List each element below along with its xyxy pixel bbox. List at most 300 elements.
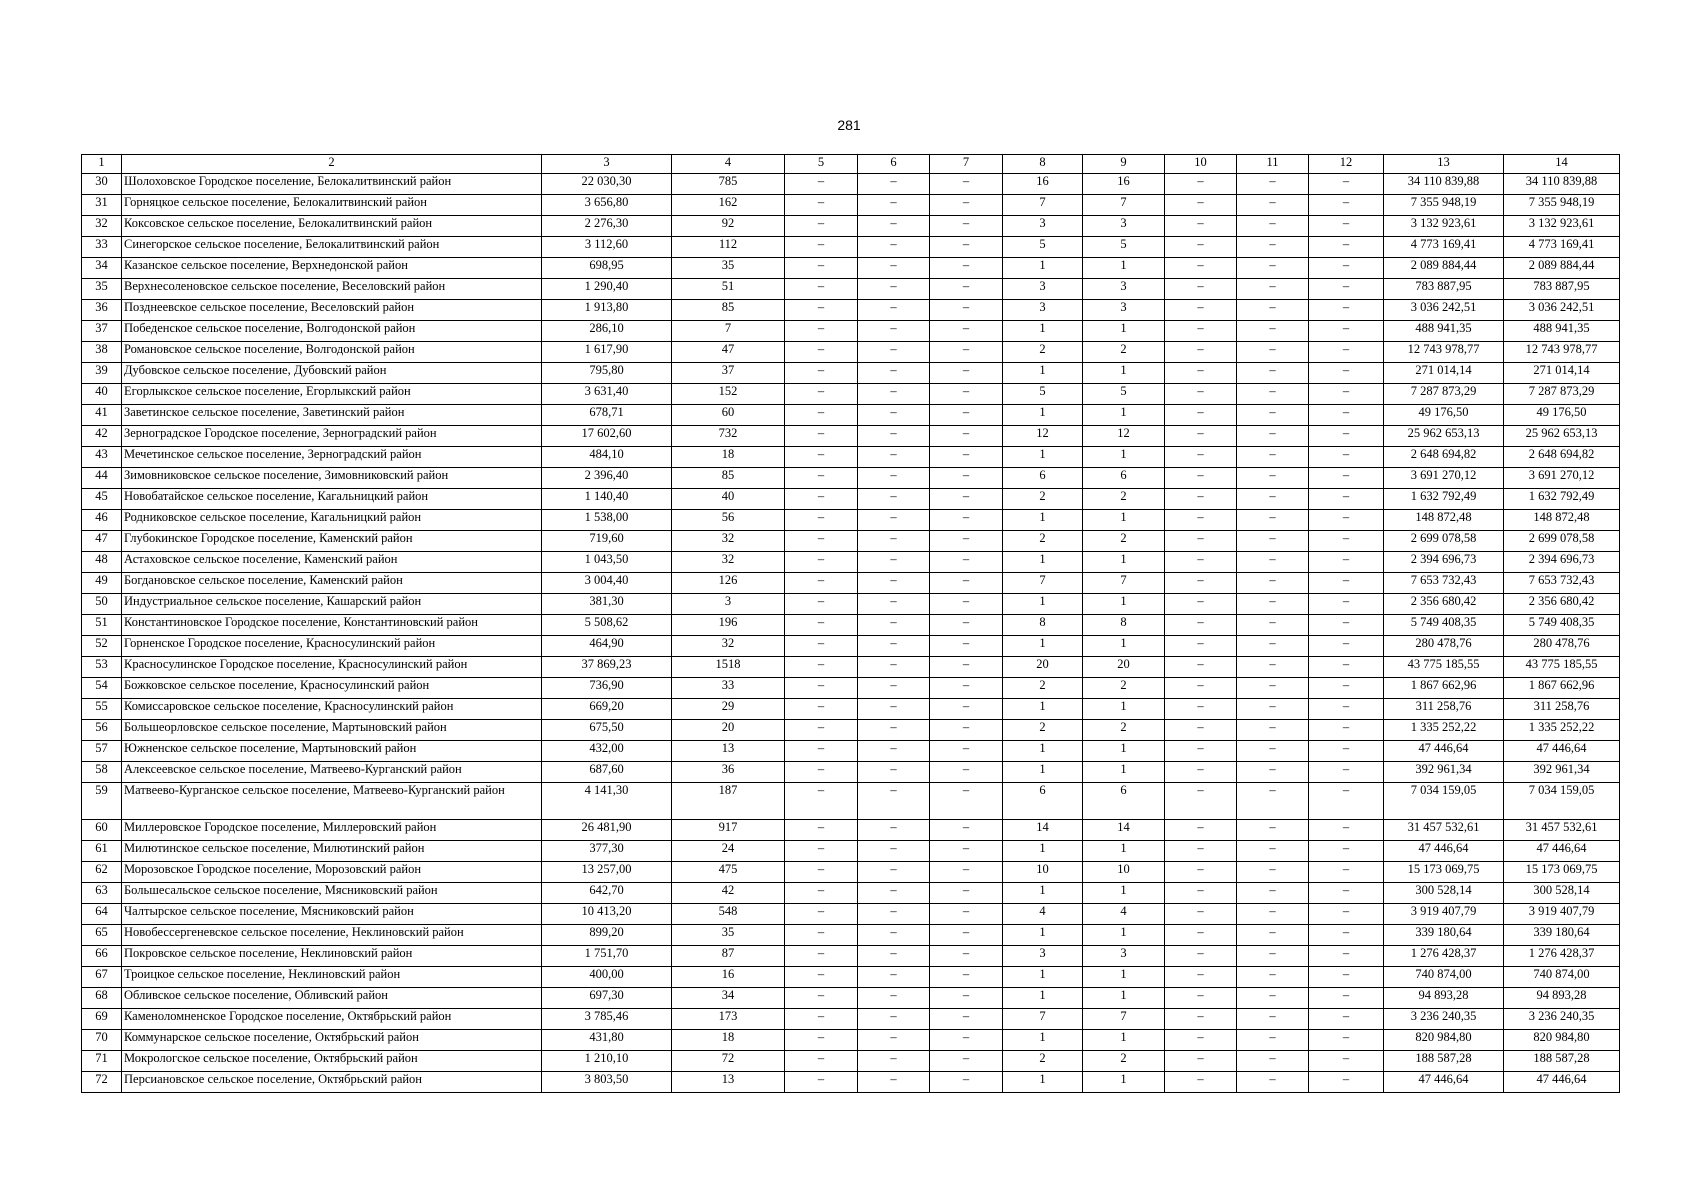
settlement-name: Чалтырское сельское поселение, Мясниковский район — [122, 904, 542, 925]
col-8-value: 5 — [1003, 237, 1083, 258]
table-body — [82, 174, 1620, 1093]
row-number: 37 — [82, 321, 122, 342]
col-6-value: – — [858, 720, 930, 741]
col-13-value: 2 699 078,58 — [1384, 531, 1504, 552]
table-row — [82, 468, 1620, 489]
col-12-value: – — [1309, 615, 1384, 636]
col-6-value: – — [858, 279, 930, 300]
col-8-value: 7 — [1003, 1009, 1083, 1030]
col-10-value: – — [1165, 883, 1237, 904]
col-10-value: – — [1165, 720, 1237, 741]
col-5-value: – — [785, 925, 858, 946]
column-number-header: 8 — [1003, 155, 1083, 174]
table-row — [82, 531, 1620, 552]
table-row — [82, 946, 1620, 967]
col-3-value: 464,90 — [542, 636, 672, 657]
col-10-value: – — [1165, 762, 1237, 783]
col-4-value: 42 — [672, 883, 785, 904]
col-5-value: – — [785, 342, 858, 363]
col-6-value: – — [858, 820, 930, 841]
col-10-value: – — [1165, 678, 1237, 699]
col-11-value: – — [1237, 925, 1309, 946]
col-8-value: 1 — [1003, 594, 1083, 615]
row-number: 64 — [82, 904, 122, 925]
col-12-value: – — [1309, 552, 1384, 573]
col-4-value: 85 — [672, 468, 785, 489]
col-5-value: – — [785, 573, 858, 594]
col-5-value: – — [785, 967, 858, 988]
col-14-value: 7 287 873,29 — [1504, 384, 1620, 405]
col-8-value: 3 — [1003, 946, 1083, 967]
col-7-value: – — [930, 862, 1003, 883]
col-14-value: 4 773 169,41 — [1504, 237, 1620, 258]
col-10-value: – — [1165, 636, 1237, 657]
col-12-value: – — [1309, 636, 1384, 657]
col-14-value: 1 632 792,49 — [1504, 489, 1620, 510]
col-10-value: – — [1165, 216, 1237, 237]
col-14-value: 1 335 252,22 — [1504, 720, 1620, 741]
col-3-value: 899,20 — [542, 925, 672, 946]
col-4-value: 20 — [672, 720, 785, 741]
col-4-value: 72 — [672, 1051, 785, 1072]
col-9-value: 1 — [1083, 405, 1165, 426]
col-12-value: – — [1309, 300, 1384, 321]
col-11-value: – — [1237, 741, 1309, 762]
col-7-value: – — [930, 636, 1003, 657]
col-8-value: 7 — [1003, 573, 1083, 594]
col-11-value: – — [1237, 321, 1309, 342]
col-5-value: – — [785, 489, 858, 510]
table-row — [82, 883, 1620, 904]
col-11-value: – — [1237, 967, 1309, 988]
col-7-value: – — [930, 426, 1003, 447]
column-number-row — [82, 155, 1620, 174]
col-9-value: 1 — [1083, 510, 1165, 531]
col-3-value: 484,10 — [542, 447, 672, 468]
col-14-value: 783 887,95 — [1504, 279, 1620, 300]
column-number-header: 5 — [785, 155, 858, 174]
col-11-value: – — [1237, 300, 1309, 321]
col-12-value: – — [1309, 321, 1384, 342]
col-9-value: 1 — [1083, 363, 1165, 384]
col-6-value: – — [858, 426, 930, 447]
col-9-value: 3 — [1083, 216, 1165, 237]
col-8-value: 8 — [1003, 615, 1083, 636]
settlement-name: Матвеево-Курганское сельское поселение, Матвеево-Курганский район — [122, 783, 542, 820]
col-9-value: 1 — [1083, 594, 1165, 615]
col-9-value: 1 — [1083, 762, 1165, 783]
col-5-value: – — [785, 195, 858, 216]
col-9-value: 20 — [1083, 657, 1165, 678]
col-11-value: – — [1237, 883, 1309, 904]
col-7-value: – — [930, 279, 1003, 300]
settlement-name: Романовское сельское поселение, Волгодонской район — [122, 342, 542, 363]
col-3-value: 5 508,62 — [542, 615, 672, 636]
col-3-value: 698,95 — [542, 258, 672, 279]
col-9-value: 7 — [1083, 573, 1165, 594]
col-6-value: – — [858, 925, 930, 946]
col-14-value: 25 962 653,13 — [1504, 426, 1620, 447]
col-4-value: 18 — [672, 447, 785, 468]
table-row — [82, 925, 1620, 946]
col-14-value: 2 089 884,44 — [1504, 258, 1620, 279]
col-10-value: – — [1165, 862, 1237, 883]
table-row — [82, 174, 1620, 195]
table-row — [82, 988, 1620, 1009]
col-6-value: – — [858, 552, 930, 573]
col-13-value: 2 356 680,42 — [1384, 594, 1504, 615]
col-12-value: – — [1309, 468, 1384, 489]
col-13-value: 3 691 270,12 — [1384, 468, 1504, 489]
table-row — [82, 904, 1620, 925]
col-6-value: – — [858, 594, 930, 615]
col-12-value: – — [1309, 741, 1384, 762]
col-4-value: 34 — [672, 988, 785, 1009]
col-5-value: – — [785, 237, 858, 258]
col-6-value: – — [858, 783, 930, 820]
col-6-value: – — [858, 510, 930, 531]
row-number: 31 — [82, 195, 122, 216]
column-number-header: 13 — [1384, 155, 1504, 174]
col-11-value: – — [1237, 510, 1309, 531]
table-row — [82, 405, 1620, 426]
col-3-value: 381,30 — [542, 594, 672, 615]
col-13-value: 47 446,64 — [1384, 1072, 1504, 1093]
col-14-value: 339 180,64 — [1504, 925, 1620, 946]
col-7-value: – — [930, 988, 1003, 1009]
col-11-value: – — [1237, 720, 1309, 741]
settlement-name: Большеорловское сельское поселение, Мартыновский район — [122, 720, 542, 741]
col-10-value: – — [1165, 552, 1237, 573]
col-12-value: – — [1309, 384, 1384, 405]
col-6-value: – — [858, 531, 930, 552]
col-14-value: 1 867 662,96 — [1504, 678, 1620, 699]
col-9-value: 1 — [1083, 741, 1165, 762]
col-6-value: – — [858, 468, 930, 489]
row-number: 45 — [82, 489, 122, 510]
settlement-name: Божковское сельское поселение, Красносулинский район — [122, 678, 542, 699]
col-4-value: 732 — [672, 426, 785, 447]
col-12-value: – — [1309, 174, 1384, 195]
col-9-value: 1 — [1083, 1030, 1165, 1051]
col-7-value: – — [930, 678, 1003, 699]
col-14-value: 2 699 078,58 — [1504, 531, 1620, 552]
col-13-value: 2 394 696,73 — [1384, 552, 1504, 573]
col-12-value: – — [1309, 426, 1384, 447]
col-12-value: – — [1309, 762, 1384, 783]
table-row — [82, 862, 1620, 883]
table-row — [82, 300, 1620, 321]
col-3-value: 642,70 — [542, 883, 672, 904]
col-8-value: 1 — [1003, 988, 1083, 1009]
col-8-value: 2 — [1003, 1051, 1083, 1072]
col-13-value: 15 173 069,75 — [1384, 862, 1504, 883]
table-row — [82, 510, 1620, 531]
col-6-value: – — [858, 967, 930, 988]
col-9-value: 7 — [1083, 195, 1165, 216]
col-10-value: – — [1165, 426, 1237, 447]
col-8-value: 16 — [1003, 174, 1083, 195]
settlement-name: Новобессергеневское сельское поселение, Неклиновский район — [122, 925, 542, 946]
col-12-value: – — [1309, 510, 1384, 531]
table-row — [82, 195, 1620, 216]
col-14-value: 5 749 408,35 — [1504, 615, 1620, 636]
col-10-value: – — [1165, 489, 1237, 510]
col-8-value: 1 — [1003, 258, 1083, 279]
col-7-value: – — [930, 1009, 1003, 1030]
col-12-value: – — [1309, 967, 1384, 988]
col-10-value: – — [1165, 925, 1237, 946]
col-7-value: – — [930, 468, 1003, 489]
col-13-value: 392 961,34 — [1384, 762, 1504, 783]
col-11-value: – — [1237, 1072, 1309, 1093]
row-number: 72 — [82, 1072, 122, 1093]
col-13-value: 271 014,14 — [1384, 363, 1504, 384]
table-row — [82, 1009, 1620, 1030]
col-6-value: – — [858, 636, 930, 657]
col-10-value: – — [1165, 237, 1237, 258]
col-8-value: 3 — [1003, 216, 1083, 237]
col-11-value: – — [1237, 258, 1309, 279]
col-8-value: 1 — [1003, 636, 1083, 657]
col-6-value: – — [858, 1009, 930, 1030]
col-9-value: 12 — [1083, 426, 1165, 447]
col-6-value: – — [858, 988, 930, 1009]
col-9-value: 5 — [1083, 237, 1165, 258]
col-11-value: – — [1237, 862, 1309, 883]
column-number-header: 4 — [672, 155, 785, 174]
col-3-value: 1 140,40 — [542, 489, 672, 510]
row-number: 47 — [82, 531, 122, 552]
col-14-value: 7 034 159,05 — [1504, 783, 1620, 820]
col-6-value: – — [858, 258, 930, 279]
col-7-value: – — [930, 841, 1003, 862]
col-5-value: – — [785, 988, 858, 1009]
table-row — [82, 447, 1620, 468]
settlement-name: Горняцкое сельское поселение, Белокалитвинский район — [122, 195, 542, 216]
col-3-value: 431,80 — [542, 1030, 672, 1051]
col-10-value: – — [1165, 1009, 1237, 1030]
col-12-value: – — [1309, 1051, 1384, 1072]
col-11-value: – — [1237, 841, 1309, 862]
col-14-value: 2 648 694,82 — [1504, 447, 1620, 468]
col-11-value: – — [1237, 1030, 1309, 1051]
col-14-value: 47 446,64 — [1504, 1072, 1620, 1093]
col-7-value: – — [930, 384, 1003, 405]
row-number: 60 — [82, 820, 122, 841]
col-7-value: – — [930, 1051, 1003, 1072]
col-7-value: – — [930, 531, 1003, 552]
row-number: 69 — [82, 1009, 122, 1030]
col-10-value: – — [1165, 258, 1237, 279]
col-13-value: 339 180,64 — [1384, 925, 1504, 946]
col-12-value: – — [1309, 820, 1384, 841]
col-9-value: 4 — [1083, 904, 1165, 925]
col-9-value: 6 — [1083, 468, 1165, 489]
settlement-name: Покровское сельское поселение, Неклиновский район — [122, 946, 542, 967]
col-7-value: – — [930, 510, 1003, 531]
col-14-value: 300 528,14 — [1504, 883, 1620, 904]
row-number: 30 — [82, 174, 122, 195]
col-4-value: 3 — [672, 594, 785, 615]
col-11-value: – — [1237, 678, 1309, 699]
col-5-value: – — [785, 552, 858, 573]
row-number: 62 — [82, 862, 122, 883]
col-7-value: – — [930, 552, 1003, 573]
col-6-value: – — [858, 1072, 930, 1093]
col-11-value: – — [1237, 531, 1309, 552]
col-6-value: – — [858, 883, 930, 904]
col-10-value: – — [1165, 510, 1237, 531]
settlement-name: Астаховское сельское поселение, Каменский район — [122, 552, 542, 573]
table-row — [82, 342, 1620, 363]
col-11-value: – — [1237, 573, 1309, 594]
settlement-name: Южненское сельское поселение, Мартыновский район — [122, 741, 542, 762]
col-10-value: – — [1165, 174, 1237, 195]
col-5-value: – — [785, 741, 858, 762]
col-5-value: – — [785, 678, 858, 699]
col-6-value: – — [858, 741, 930, 762]
col-13-value: 3 919 407,79 — [1384, 904, 1504, 925]
col-9-value: 2 — [1083, 678, 1165, 699]
col-7-value: – — [930, 258, 1003, 279]
col-4-value: 36 — [672, 762, 785, 783]
col-5-value: – — [785, 405, 858, 426]
table-row — [82, 1030, 1620, 1051]
col-12-value: – — [1309, 447, 1384, 468]
col-8-value: 7 — [1003, 195, 1083, 216]
column-number-header: 3 — [542, 155, 672, 174]
settlement-name: Казанское сельское поселение, Верхнедонской район — [122, 258, 542, 279]
col-3-value: 675,50 — [542, 720, 672, 741]
settlement-name: Милютинское сельское поселение, Милютинский район — [122, 841, 542, 862]
table-row — [82, 783, 1620, 820]
col-8-value: 1 — [1003, 510, 1083, 531]
col-8-value: 3 — [1003, 300, 1083, 321]
col-13-value: 12 743 978,77 — [1384, 342, 1504, 363]
col-6-value: – — [858, 174, 930, 195]
col-3-value: 3 004,40 — [542, 573, 672, 594]
col-4-value: 13 — [672, 741, 785, 762]
col-4-value: 1518 — [672, 657, 785, 678]
col-9-value: 3 — [1083, 300, 1165, 321]
col-11-value: – — [1237, 699, 1309, 720]
col-8-value: 2 — [1003, 342, 1083, 363]
settlement-name: Константиновское Городское поселение, Константиновский район — [122, 615, 542, 636]
col-14-value: 820 984,80 — [1504, 1030, 1620, 1051]
column-number-header: 6 — [858, 155, 930, 174]
col-14-value: 3 236 240,35 — [1504, 1009, 1620, 1030]
row-number: 50 — [82, 594, 122, 615]
col-6-value: – — [858, 699, 930, 720]
col-14-value: 7 355 948,19 — [1504, 195, 1620, 216]
col-8-value: 1 — [1003, 841, 1083, 862]
col-11-value: – — [1237, 363, 1309, 384]
col-14-value: 43 775 185,55 — [1504, 657, 1620, 678]
col-13-value: 1 632 792,49 — [1384, 489, 1504, 510]
table-row — [82, 678, 1620, 699]
col-8-value: 1 — [1003, 967, 1083, 988]
col-4-value: 126 — [672, 573, 785, 594]
col-14-value: 1 276 428,37 — [1504, 946, 1620, 967]
col-7-value: – — [930, 195, 1003, 216]
col-13-value: 783 887,95 — [1384, 279, 1504, 300]
col-10-value: – — [1165, 820, 1237, 841]
col-10-value: – — [1165, 904, 1237, 925]
col-4-value: 13 — [672, 1072, 785, 1093]
col-4-value: 87 — [672, 946, 785, 967]
settlement-name: Дубовское сельское поселение, Дубовский район — [122, 363, 542, 384]
col-12-value: – — [1309, 342, 1384, 363]
col-8-value: 2 — [1003, 489, 1083, 510]
settlement-name: Победенское сельское поселение, Волгодонской район — [122, 321, 542, 342]
col-10-value: – — [1165, 946, 1237, 967]
col-14-value: 3 132 923,61 — [1504, 216, 1620, 237]
col-8-value: 14 — [1003, 820, 1083, 841]
col-7-value: – — [930, 699, 1003, 720]
col-3-value: 22 030,30 — [542, 174, 672, 195]
row-number: 68 — [82, 988, 122, 1009]
col-9-value: 2 — [1083, 720, 1165, 741]
row-number: 48 — [82, 552, 122, 573]
table-row — [82, 258, 1620, 279]
col-5-value: – — [785, 1072, 858, 1093]
col-5-value: – — [785, 468, 858, 489]
col-14-value: 148 872,48 — [1504, 510, 1620, 531]
col-14-value: 94 893,28 — [1504, 988, 1620, 1009]
col-12-value: – — [1309, 925, 1384, 946]
col-8-value: 1 — [1003, 925, 1083, 946]
col-10-value: – — [1165, 279, 1237, 300]
col-13-value: 1 867 662,96 — [1384, 678, 1504, 699]
settlement-name: Зерноградское Городское поселение, Зерноградский район — [122, 426, 542, 447]
settlement-name: Алексеевское сельское поселение, Матвеево-Курганский район — [122, 762, 542, 783]
col-11-value: – — [1237, 426, 1309, 447]
settlement-name: Комиссаровское сельское поселение, Красносулинский район — [122, 699, 542, 720]
col-9-value: 2 — [1083, 1051, 1165, 1072]
col-13-value: 280 478,76 — [1384, 636, 1504, 657]
col-10-value: – — [1165, 841, 1237, 862]
col-3-value: 2 276,30 — [542, 216, 672, 237]
col-14-value: 271 014,14 — [1504, 363, 1620, 384]
col-4-value: 152 — [672, 384, 785, 405]
col-10-value: – — [1165, 447, 1237, 468]
col-6-value: – — [858, 1051, 930, 1072]
col-6-value: – — [858, 762, 930, 783]
settlement-name: Зимовниковское сельское поселение, Зимовниковский район — [122, 468, 542, 489]
col-4-value: 92 — [672, 216, 785, 237]
col-7-value: – — [930, 762, 1003, 783]
col-6-value: – — [858, 342, 930, 363]
col-9-value: 7 — [1083, 1009, 1165, 1030]
col-3-value: 3 656,80 — [542, 195, 672, 216]
col-12-value: – — [1309, 1072, 1384, 1093]
col-13-value: 7 653 732,43 — [1384, 573, 1504, 594]
table-row — [82, 762, 1620, 783]
col-7-value: – — [930, 720, 1003, 741]
col-13-value: 34 110 839,88 — [1384, 174, 1504, 195]
row-number: 70 — [82, 1030, 122, 1051]
col-3-value: 2 396,40 — [542, 468, 672, 489]
col-12-value: – — [1309, 883, 1384, 904]
col-8-value: 2 — [1003, 720, 1083, 741]
col-3-value: 1 290,40 — [542, 279, 672, 300]
col-3-value: 400,00 — [542, 967, 672, 988]
row-number: 42 — [82, 426, 122, 447]
col-11-value: – — [1237, 783, 1309, 820]
table-row — [82, 615, 1620, 636]
col-12-value: – — [1309, 946, 1384, 967]
